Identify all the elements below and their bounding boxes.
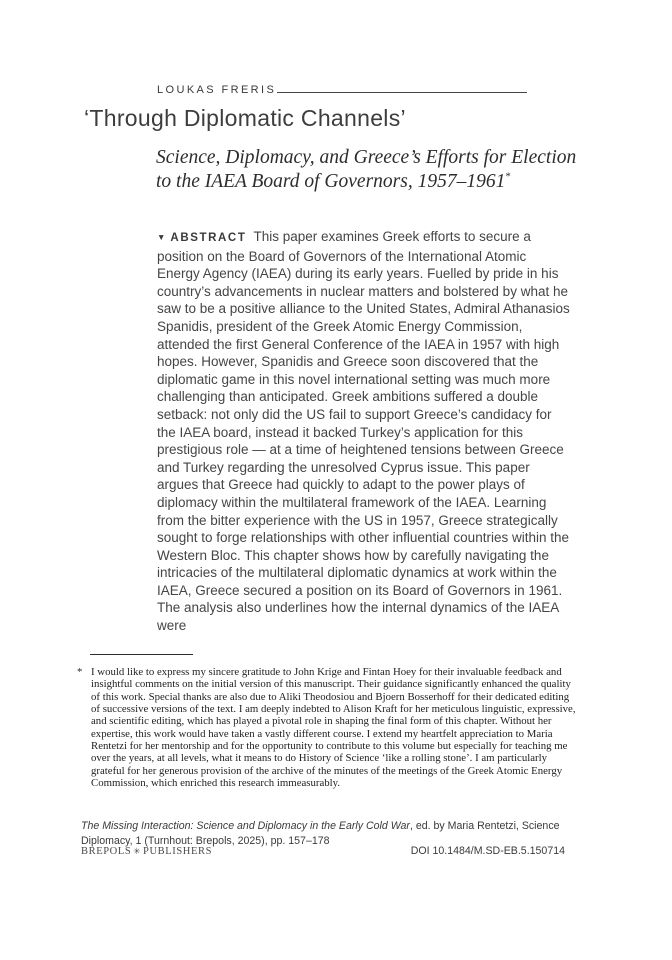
subtitle-footnote-marker: * bbox=[505, 170, 511, 183]
chapter-title: ‘Through Diplomatic Channels’ bbox=[84, 105, 406, 131]
abstract-paragraph bbox=[157, 228, 571, 635]
publication-citation bbox=[81, 819, 581, 848]
subtitle-line-1: Science, Diplomacy, and Greece’s Efforts for Election bbox=[156, 147, 577, 168]
subtitle-line-2: to the IAEA Board of Governors, 1957–1961 bbox=[156, 171, 506, 192]
brepols-ornament-icon: ✳ bbox=[133, 846, 142, 856]
abstract-triangle-icon: ▼ bbox=[157, 231, 166, 242]
footnote-separator-rule bbox=[90, 654, 193, 655]
publisher-name-left: BREPOLS bbox=[81, 846, 132, 857]
citation-details: , ed. by Maria Rentetzi, Science Diplomacy, 1 (Turnhout: Brepols, 2025), pp. 157–178 bbox=[81, 820, 560, 847]
publisher-imprint bbox=[81, 846, 212, 857]
abstract-text: This paper examines Greek efforts to secure a position on the Board of Governors of the International Atomic Energy Agency (IAEA) during its early years. Fuelled by pride in his country’s advancements in nuclear matters and bolstered by what he saw to be a positive alliance to the United States, Admiral Athanasios Spanidis, president of the Greek Atomic Energy Commission, attended the first General Conference of the IAEA in 1957 with high hopes. However, Spanidis and Greece soon discovered that the diplomatic game in this novel international setting was much more challenging than anticipated. Greek ambitions suffered a double setback: not only did the US fail to support Greece’s candidacy for the IAEA board, instead it backed Turkey’s application for this prestigious role — at a time of heightened tensions between Greece and Turkey regarding the unresolved Cyprus issue. This paper argues that Greece had quickly to adapt to the power plays of diplomacy within the multilateral framework of the IAEA. Learning from the bitter experience with the US in 1957, Greece strategically sought to forge relationships with other influential countries within the Western Bloc. This chapter shows how by carefully navigating the intricacies of the multilateral diplomatic dynamics at work within the IAEA, Greece secured a position on its Board of Governors in 1961. The analysis also underlines how the internal dynamics of the IAEA were bbox=[157, 229, 570, 634]
footnote-text: I would like to express my sincere gratitude to John Krige and Fintan Hoey for their invaluable feedback and insightful comments on the initial version of this manuscript. Their guidance significantly enhanced the quality of this work. Special thanks are also due to Aliki Theodosiou and Bjoern Bosserhoff for their dedicated editing of successive versions of the text. I am deeply indebted to Alison Kraft for her meticulous linguistic, expressive, and scientific editing, which has played a pivotal role in shaping the final form of this chapter. Without her expertise, this work would have taken a vastly different course. I extend my heartfelt appreciation to Maria Rentetzi for her mentorship and for the opportunity to contribute to this volume but especially for teaching me over the years, at all levels, what it means to do History of Science ‘like a rolling stone’. I am particularly grateful for her generous provision of the archive of the minutes of the meetings of the Greek Atomic Energy Commission, which enriched this research immeasurably. bbox=[91, 666, 576, 790]
footnote-asterisk-marker: * bbox=[77, 667, 83, 678]
chapter-subtitle bbox=[156, 146, 576, 194]
abstract-label: ABSTRACT bbox=[170, 232, 247, 244]
footnote bbox=[77, 666, 580, 789]
doi-text: DOI 10.1484/M.SD-EB.5.150714 bbox=[410, 845, 565, 857]
book-title: The Missing Interaction: Science and Diplomacy in the Early Cold War bbox=[81, 820, 410, 832]
imprint-row bbox=[81, 845, 565, 857]
publisher-name-right: PUBLISHERS bbox=[143, 846, 213, 857]
header-rule bbox=[277, 92, 527, 93]
author-name: LOUKAS FRERIS bbox=[157, 84, 277, 96]
